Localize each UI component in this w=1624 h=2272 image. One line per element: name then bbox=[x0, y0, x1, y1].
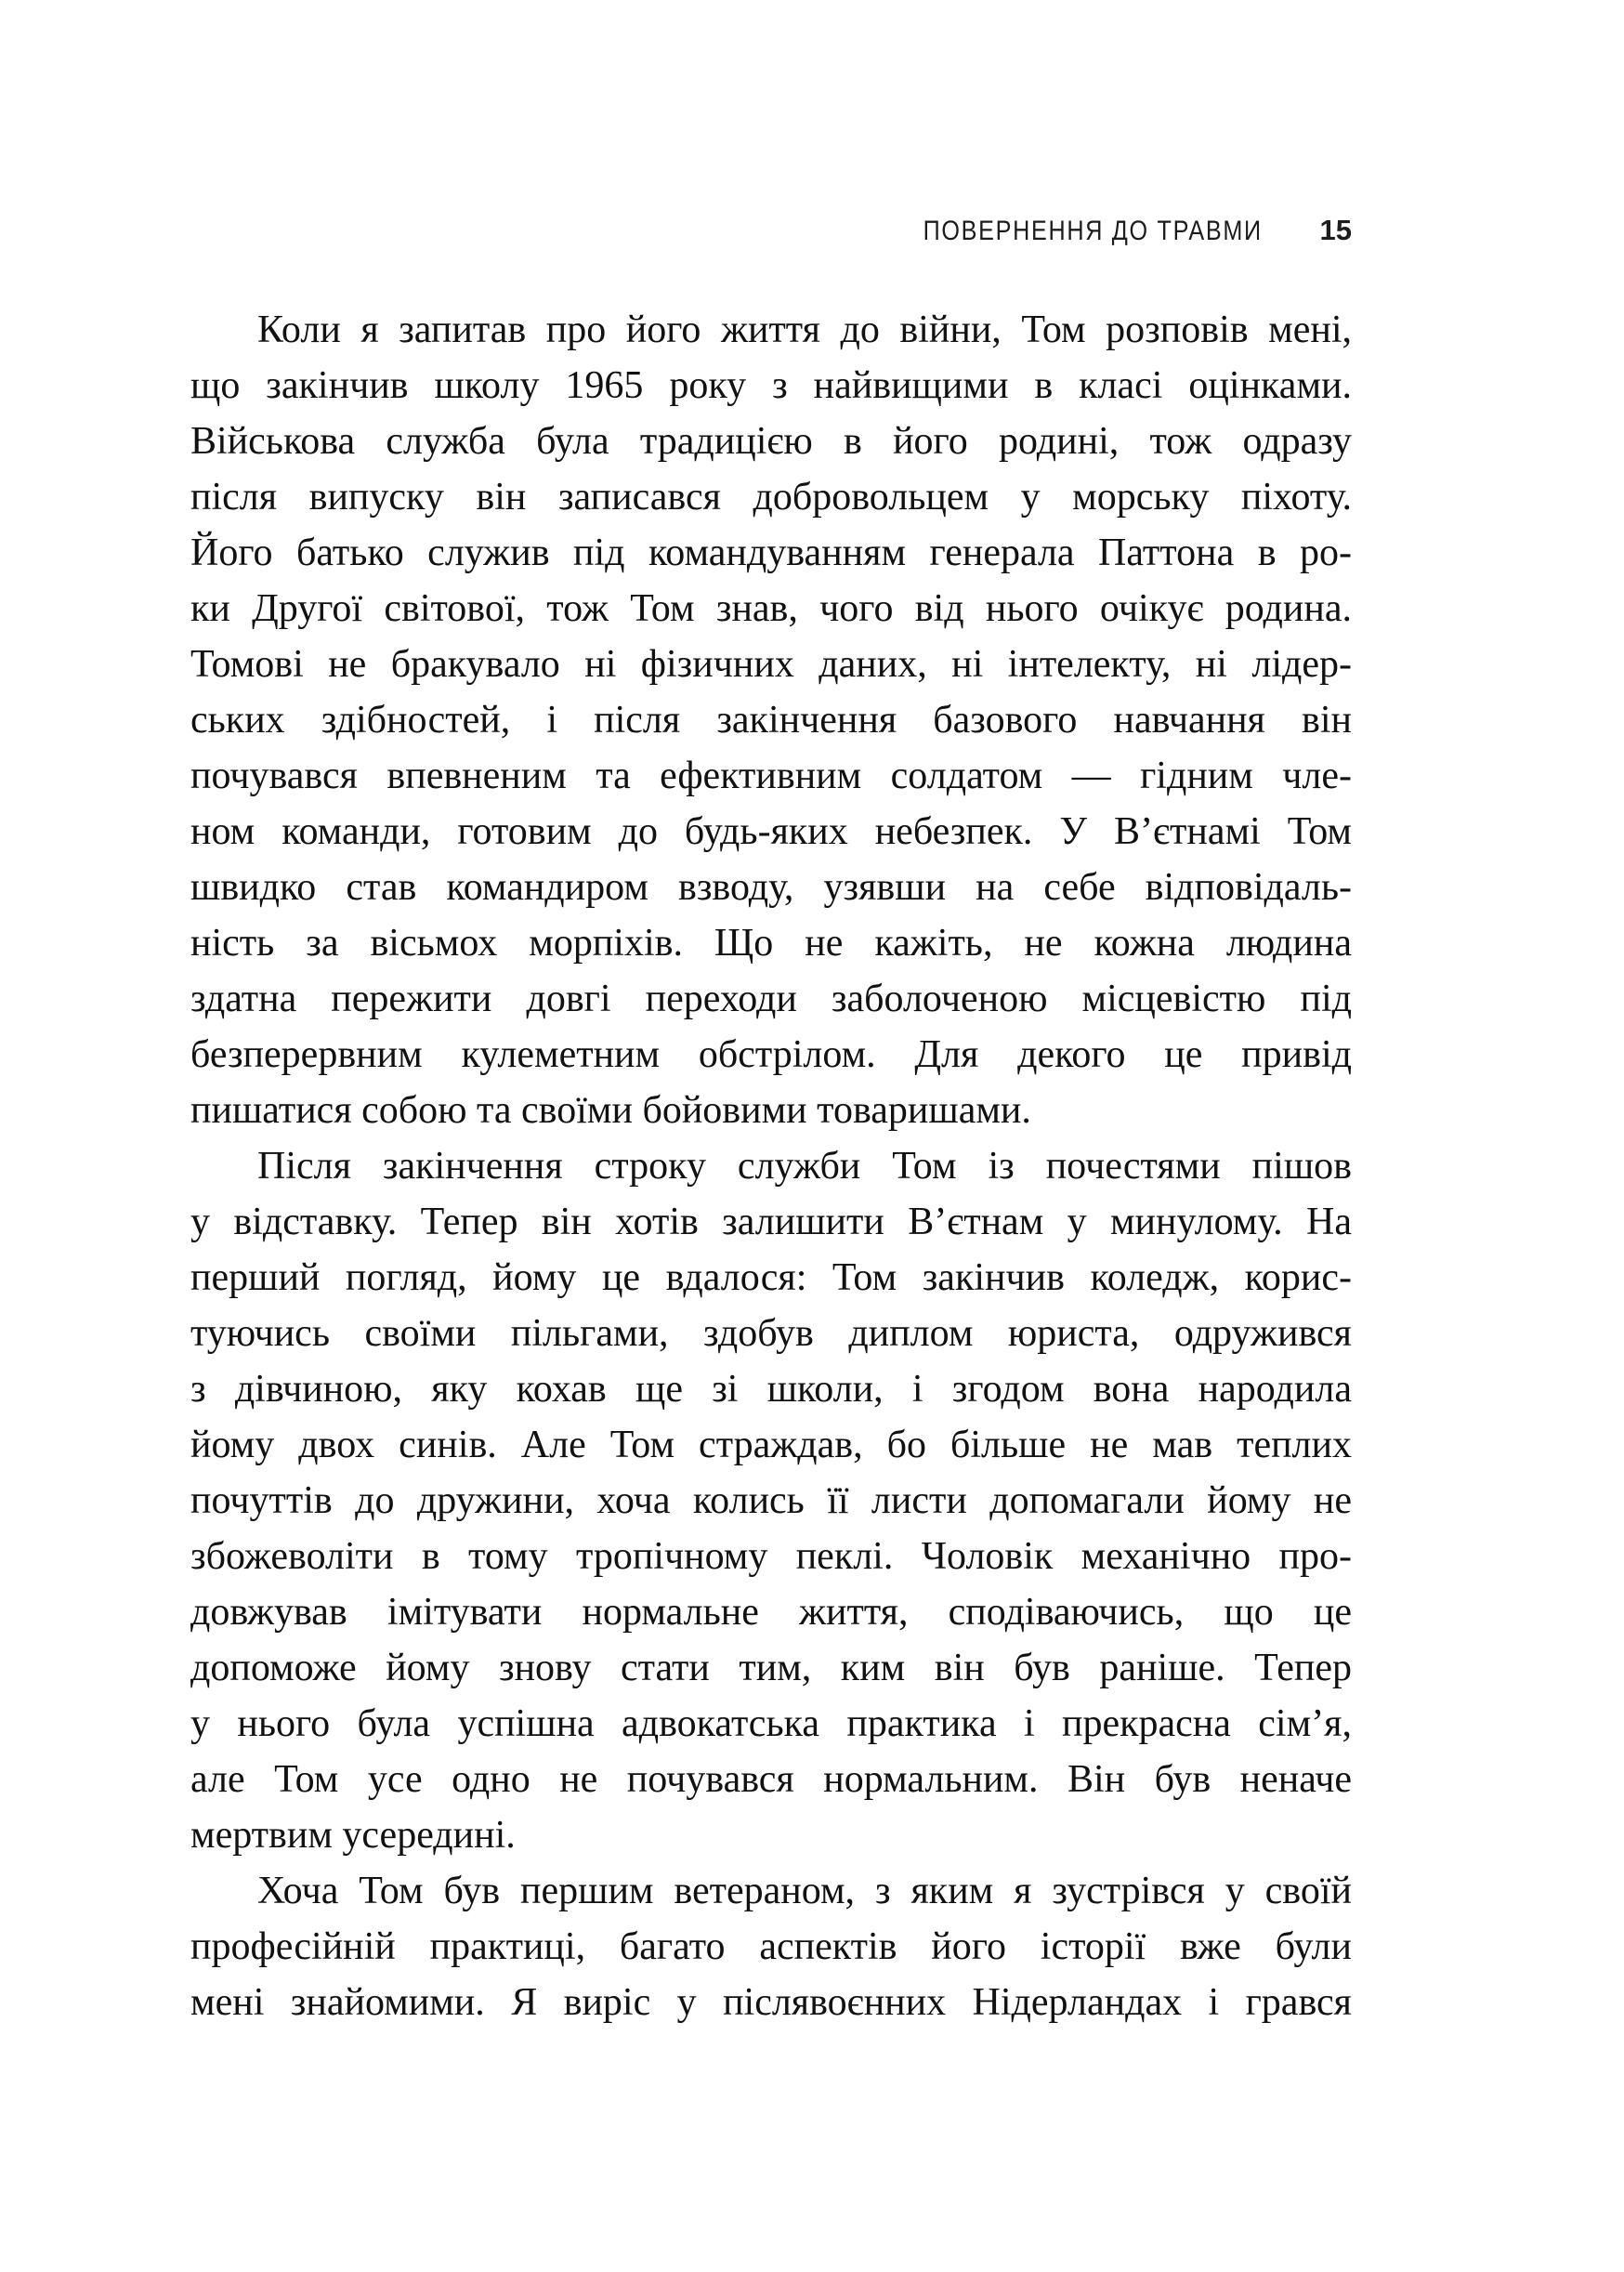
text-line: ських здібностей, і після закінчення базового навчання він bbox=[190, 699, 1352, 742]
text-line: після випуску він записався добровольцем у морську піхоту. bbox=[190, 476, 1352, 519]
text-line: з дівчиною, яку кохав ще зі школи, і згодом вона народила bbox=[190, 1368, 1352, 1411]
text-line: що закінчив школу 1965 року з найвищими в класі оцінками. bbox=[190, 364, 1352, 407]
text-line: у нього була успішна адвокатська практика і прекрасна сім’я, bbox=[190, 1702, 1352, 1745]
text-line: Томові не бракувало ні фізичних даних, ні інтелекту, ні лідер- bbox=[190, 643, 1352, 686]
text-line: професійній практиці, багато аспектів його історії вже були bbox=[190, 1925, 1352, 1968]
text-line: Його батько служив під командуванням генерала Паттона в ро- bbox=[190, 532, 1352, 574]
text-line: ки Другої світової, тож Том знав, чого від нього очікує родина. bbox=[190, 587, 1352, 630]
text-line: у відставку. Тепер він хотів залишити В’єтнам у минулому. На bbox=[190, 1201, 1352, 1243]
text-line: Після закінчення строку служби Том із почестями пішов bbox=[257, 1145, 1352, 1188]
text-line: ном команди, готовим до будь-яких небезпек. У В’єтнамі Том bbox=[190, 810, 1352, 853]
text-line: довжував імітувати нормальне життя, сподіваючись, що це bbox=[190, 1591, 1352, 1634]
text-line: перший погляд, йому це вдалося: Том закінчив коледж, корис- bbox=[190, 1256, 1352, 1299]
text-line: почуттів до дружини, хоча колись її листи допомагали йому не bbox=[190, 1479, 1352, 1522]
text-line: почувався впевненим та ефективним солдатом — гідним чле- bbox=[190, 755, 1352, 797]
text-line: туючись своїми пільгами, здобув диплом юриста, одружився bbox=[190, 1312, 1352, 1355]
running-header bbox=[190, 214, 1352, 247]
text-line: мертвим усередині. bbox=[190, 1814, 516, 1857]
text-line: Хоча Том був першим ветераном, з яким я зустрівся у своїй bbox=[257, 1870, 1352, 1912]
text-line: але Том усе одно не почувався нормальним. Він був неначе bbox=[190, 1758, 1352, 1801]
text-line: здатна пережити довгі переходи заболоченою місцевістю під bbox=[190, 978, 1352, 1020]
text-line: йому двох синів. Але Том страждав, бо більше не мав теплих bbox=[190, 1424, 1352, 1466]
text-line: Коли я запитав про його життя до війни, Том розповів мені, bbox=[257, 309, 1352, 351]
page-number: 15 bbox=[1319, 214, 1352, 246]
body-text bbox=[190, 302, 1352, 2030]
chapter-title: ПОВЕРНЕННЯ ДО ТРАВМИ bbox=[923, 216, 1263, 246]
text-line: збожеволіти в тому тропічному пеклі. Чоловік механічно про- bbox=[190, 1535, 1352, 1578]
text-line: мені знайомими. Я виріс у післявоєнних Нідерландах і грався bbox=[190, 1981, 1352, 2024]
text-line: Військова служба була традицією в його родині, тож одразу bbox=[190, 420, 1352, 463]
text-line: безперервним кулеметним обстрілом. Для декого це привід bbox=[190, 1033, 1352, 1076]
text-line: допоможе йому знову стати тим, ким він був раніше. Тепер bbox=[190, 1647, 1352, 1689]
text-line: пишатися собою та своїми бойовими товаришами. bbox=[190, 1089, 1031, 1132]
text-line: швидко став командиром взводу, узявши на себе відповідаль- bbox=[190, 866, 1352, 909]
text-line: ність за вісьмох морпіхів. Що не кажіть, не кожна людина bbox=[190, 922, 1352, 965]
